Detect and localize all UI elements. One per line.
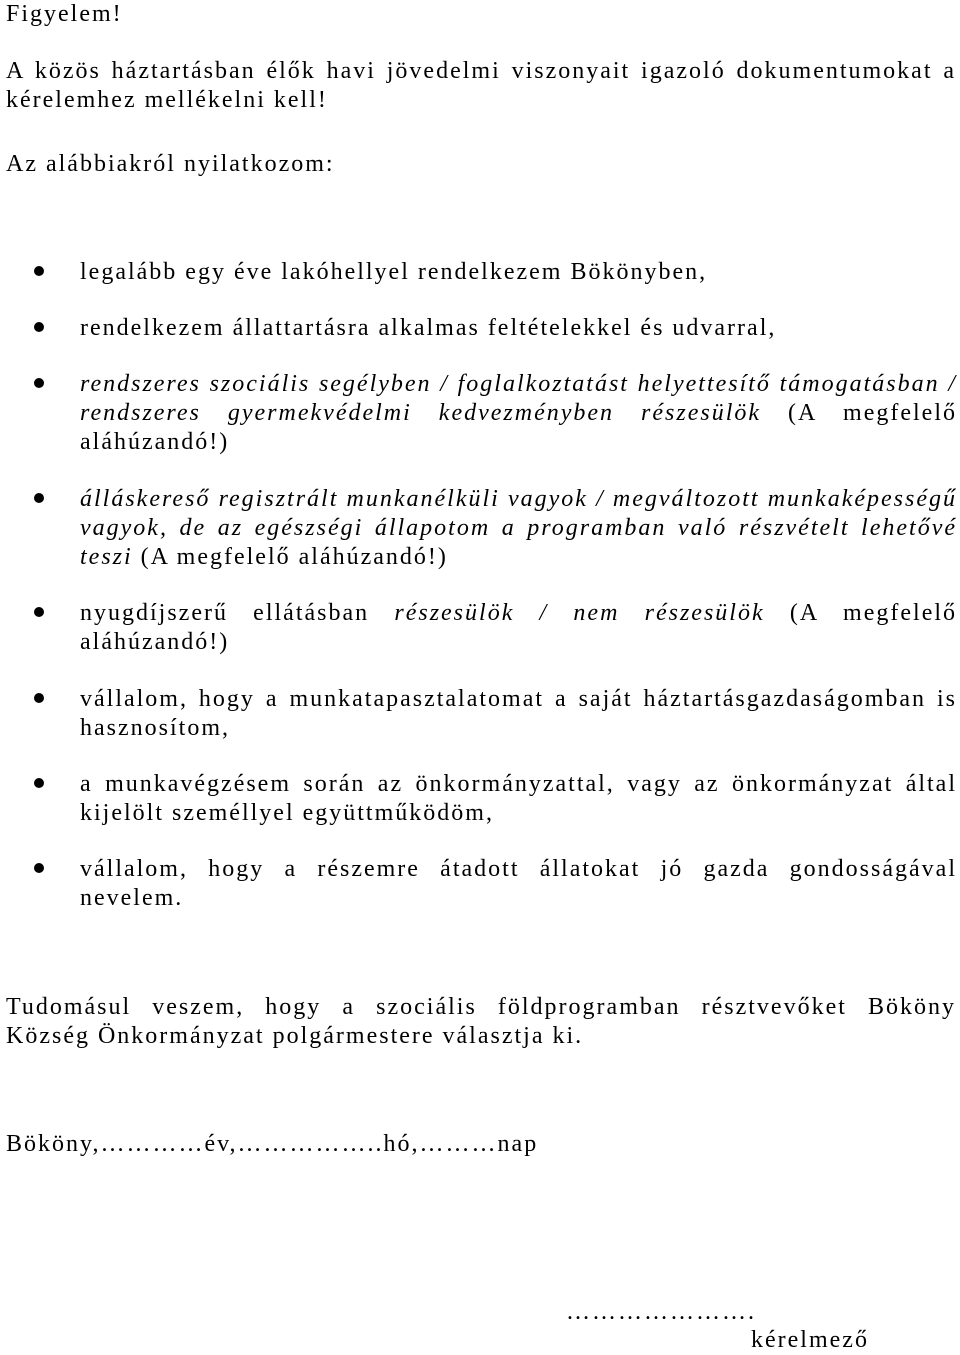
list-item-italic-text: rendszeres szociális segélyben / foglalkoztatást helyettesítő támogatásban / rendszeres gyermekvédelmi kedvezményben részesülök bbox=[80, 371, 957, 426]
list-item bbox=[80, 599, 957, 657]
list-item-note: (A megfelelő aláhúzandó!) bbox=[140, 544, 448, 570]
bullet-icon bbox=[34, 693, 44, 703]
list-item-note: (A megfelelő aláhúzandó!) bbox=[80, 400, 958, 455]
signature-label: kérelmező bbox=[751, 1327, 869, 1353]
list-item-text: rendelkezem állattartásra alkalmas feltételekkel és udvarral, bbox=[80, 315, 777, 341]
list-item bbox=[80, 370, 957, 457]
bullet-icon bbox=[34, 378, 44, 388]
list-item-text: legalább egy éve lakóhellyel rendelkezem Bökönyben, bbox=[80, 259, 708, 285]
list-item-text: vállalom, hogy a részemre átadott állatokat jó gazda gondosságával nevelem. bbox=[80, 856, 957, 911]
declaration-intro: Az alábbiakról nyilatkozom: bbox=[6, 151, 335, 177]
list-item bbox=[80, 855, 957, 913]
date-line: Bököny,…………év,……………..hó,………nap bbox=[6, 1131, 539, 1157]
notice-title: Figyelem! bbox=[6, 1, 123, 27]
bullet-icon bbox=[34, 493, 44, 503]
list-item bbox=[80, 258, 957, 287]
list-item bbox=[80, 770, 957, 828]
bullet-icon bbox=[34, 322, 44, 332]
notice-body: A közös háztartásban élők havi jövedelmi viszonyait igazoló dokumentumokat a kérelemhez mellékelni kell! bbox=[6, 58, 956, 113]
list-item bbox=[80, 314, 957, 343]
bullet-icon bbox=[34, 863, 44, 873]
list-item bbox=[80, 685, 957, 743]
signature-line: …………………. bbox=[566, 1299, 756, 1325]
list-item-text: nyugdíjszerű ellátásban bbox=[80, 600, 370, 626]
list-item-italic-text: részesülök / nem részesülök bbox=[394, 600, 765, 626]
list-item-italic-text: álláskereső regisztrált munkanélküli vagyok / megváltozott munkaképességű vagyok, de az egészségi állapotom a programban való részvételt lehetővé teszi bbox=[80, 486, 957, 570]
list-item bbox=[80, 485, 957, 572]
list-item-text: vállalom, hogy a munkatapasztalatomat a saját háztartásgazdaságomban is hasznosítom, bbox=[80, 686, 957, 741]
list-item-note: (A megfelelő aláhúzandó!) bbox=[80, 600, 958, 655]
bullet-icon bbox=[34, 266, 44, 276]
acknowledgement: Tudomásul veszem, hogy a szociális földprogramban résztvevőket Bököny Község Önkormányzat polgármestere választja ki. bbox=[6, 994, 956, 1049]
bullet-icon bbox=[34, 607, 44, 617]
bullet-icon bbox=[34, 778, 44, 788]
list-item-text: a munkavégzésem során az önkormányzattal, vagy az önkormányzat által kijelölt személlyel együttműködöm, bbox=[80, 771, 957, 826]
